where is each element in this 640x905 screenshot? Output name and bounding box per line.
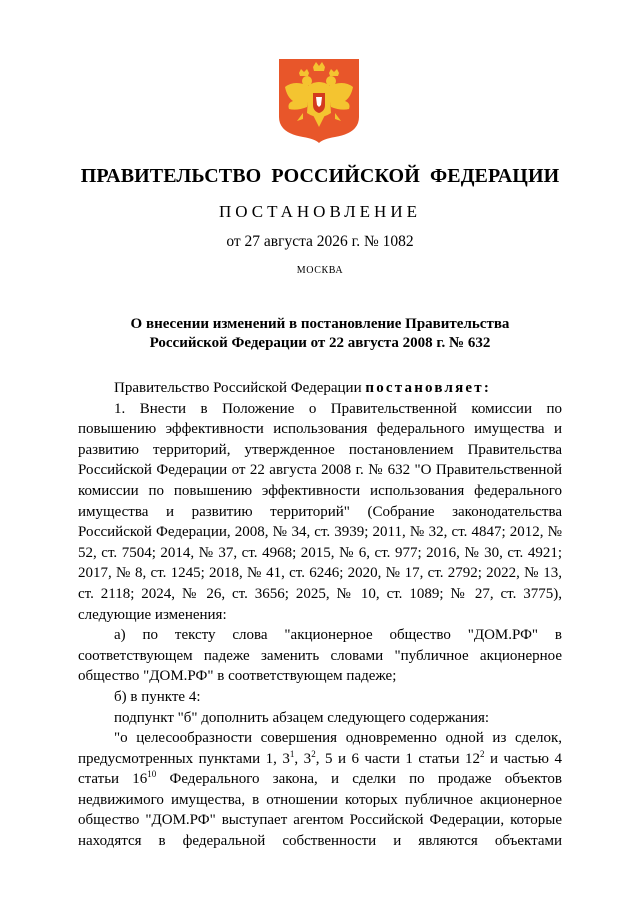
document-city: МОСКВА (296, 265, 344, 276)
document-subject (0, 315, 640, 353)
body-paragraph-4: подпункт "б" дополнить абзацем следующего содержания: (114, 709, 490, 726)
subject-line-2: Российской Федерации от 22 августа 2008 г. № 632 (149, 335, 491, 351)
body-paragraph-3: б) в пункте 4: (114, 688, 201, 705)
body-paragraph-2: а) по тексту слова "акционерное общество "ДОМ.РФ" в соответствующем падеже заменить словами "публичное акционерное общество "ДОМ.РФ" в соответствующем падеже; (78, 627, 562, 685)
superscript-4: 10 (147, 769, 157, 780)
paragraph-5-part-e: Федерального закона, и сделки по продаже объектов недвижимого имущества, в отношении которых публичное акционерное общество "ДОМ.РФ" выступает агентом Российской Федерации, которые находятся в федеральной собственности и являются объектами (78, 771, 562, 850)
superscript-3: 2 (480, 748, 485, 759)
superscript-2: 2 (311, 748, 316, 759)
paragraph-5-part-c: , 5 и 6 части 1 статьи 12 (315, 750, 481, 767)
paragraph-5-part-a: "о целесообразности совершения одновременно одной из сделок, предусмотренных пунктами 1, 3 (78, 730, 562, 767)
coat-of-arms-icon (277, 57, 361, 143)
body-paragraph-5 (78, 728, 562, 852)
document-date-number: от 27 августа 2026 г. № 1082 (226, 233, 414, 250)
paragraph-5-part-b: , 3 (294, 750, 312, 767)
subject-line-1: О внесении изменений в постановление Правительства (130, 316, 510, 332)
document-body (78, 378, 562, 852)
government-title: ПРАВИТЕЛЬСТВО РОССИЙСКОЙ ФЕДЕРАЦИИ (80, 165, 560, 187)
document-type: ПОСТАНОВЛЕНИЕ (218, 202, 421, 221)
preamble-lead: Правительство Российской Федерации (114, 380, 366, 396)
paragraph-5-part-d: и частью 4 статьи 16 (78, 750, 563, 788)
body-paragraph-preamble (78, 378, 562, 399)
body-paragraph-1: 1. Внести в Положение о Правительственной комиссии по повышению эффективности использования федерального имущества и развитию территорий, утвержденное постановлением Правительства Российской Федерации от 22 августа 2008 г. № 632 "О Правительственной комиссии по повышению эффективности использования федерального имущества и развитию территорий" (Собрание законодательства Российской Федерации, 2008, № 34, ст. 3939; 2011, № 32, ст. 4847; 2012, № 52, ст. 7504; 2014, № 37, ст. 4968; 2015, № 6, ст. 977; 2016, № 30, ст. 4921; 2017, № 8, ст. 1245; 2018, № 41, ст. 6246; 2020, № 17, ст. 2792; 2022, № 13, ст. 2118; 2024, № 26, ст. 3656; 2025, № 10, ст. 1089; № 27, ст. 3775), следующие изменения: (78, 400, 562, 623)
preamble-decree-word: постановляет: (365, 380, 492, 396)
superscript-1: 1 (289, 748, 295, 759)
